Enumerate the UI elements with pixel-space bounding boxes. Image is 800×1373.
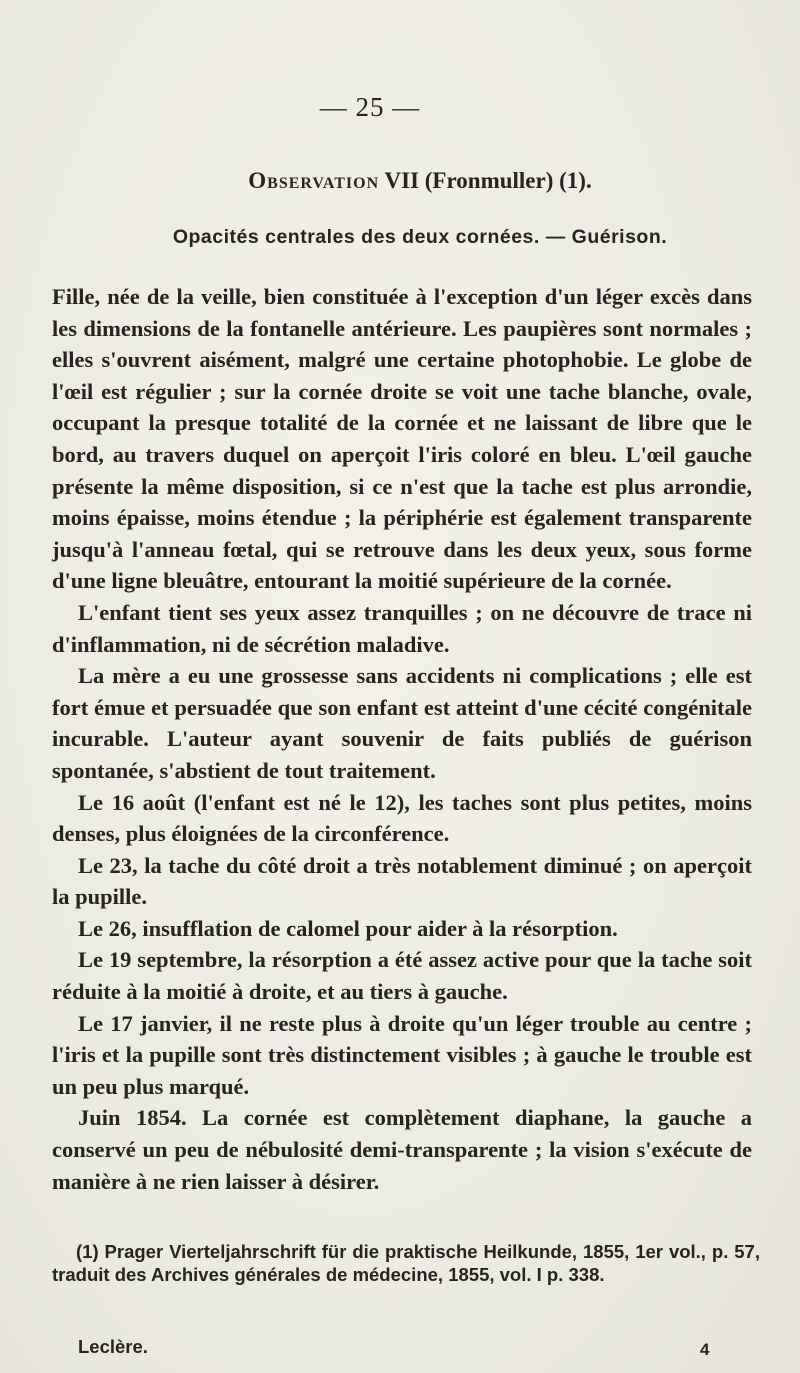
paragraph: Le 26, insufflation de calomel pour aider à la résorption. xyxy=(78,915,618,941)
paragraph: La mère a eu une grossesse sans accidents ni complications ; elle est fort émue et persuadée que son enfant est atteint d'une cécité congénitale incurable. L'auteur ayant souvenir de faits publiés de guérison spontanée, s'abstient de tout traitement. xyxy=(52,663,752,783)
observation-title xyxy=(150,168,690,194)
signature-author: Leclère. xyxy=(78,1336,148,1357)
paragraph: Fille, née de la veille, bien constituée à l'exception d'un léger excès dans les dimensions de la fontanelle antérieure. Les paupières sont normales ; elles s'ouvrent aisément, malgré une certaine photophobie. Le globe de l'œil est régulier ; sur la cornée droite se voit une tache blanche, ovale, occupant la presque totalité de la cornée et ne laissant de libre que le bord, au travers duquel on aperçoit l'iris coloré en bleu. L'œil gauche présente la même disposition, si ce n'est que la tache est plus arrondie, moins épaisse, moins étendue ; la périphérie est également transparente jusqu'à l'anneau fœtal, qui se retrouve dans les deux yeux, sous forme d'une ligne bleuâtre, entourant la moitié supérieure de la cornée. xyxy=(52,284,752,594)
signature-mark: 4 xyxy=(700,1340,710,1359)
paragraph: Le 16 août (l'enfant est né le 12), les taches sont plus petites, moins denses, plus éloignées de la circonférence. xyxy=(52,789,752,847)
paragraph: Juin 1854. La cornée est complètement diaphane, la gauche a conservé un peu de nébulosité demi-transparente ; la vision s'exécute de manière à ne rien laisser à désirer. xyxy=(52,1105,752,1194)
paragraph: Le 17 janvier, il ne reste plus à droite qu'un léger trouble au centre ; l'iris et la pupille sont très distinctement visibles ; à gauche le trouble est un peu plus marqué. xyxy=(52,1010,752,1099)
paragraph: L'enfant tient ses yeux assez tranquilles ; on ne découvre de trace ni d'inflammation, ni de sécrétion maladive. xyxy=(52,599,752,657)
observation-label: Observation xyxy=(248,168,380,193)
observation-subtitle: Opacités centrales des deux cornées. — Guérison. xyxy=(172,226,668,248)
page-number: — 25 — xyxy=(319,92,421,122)
paragraph: Le 23, la tache du côté droit a très notablement diminué ; on aperçoit la pupille. xyxy=(52,852,752,910)
observation-number-author: VII (Fronmuller) (1). xyxy=(384,168,592,193)
observation-body xyxy=(52,281,752,1197)
footnote-text: (1) Prager Vierteljahrschrift für die praktische Heilkunde, 1855, 1er vol., p. 57, traduit des Archives générales de médecine, 1855, vol. I p. 338. xyxy=(52,1241,760,1285)
footnote xyxy=(52,1241,760,1286)
paragraph: Le 19 septembre, la résorption a été assez active pour que la tache soit réduite à la moitié à droite, et au tiers à gauche. xyxy=(52,947,752,1005)
